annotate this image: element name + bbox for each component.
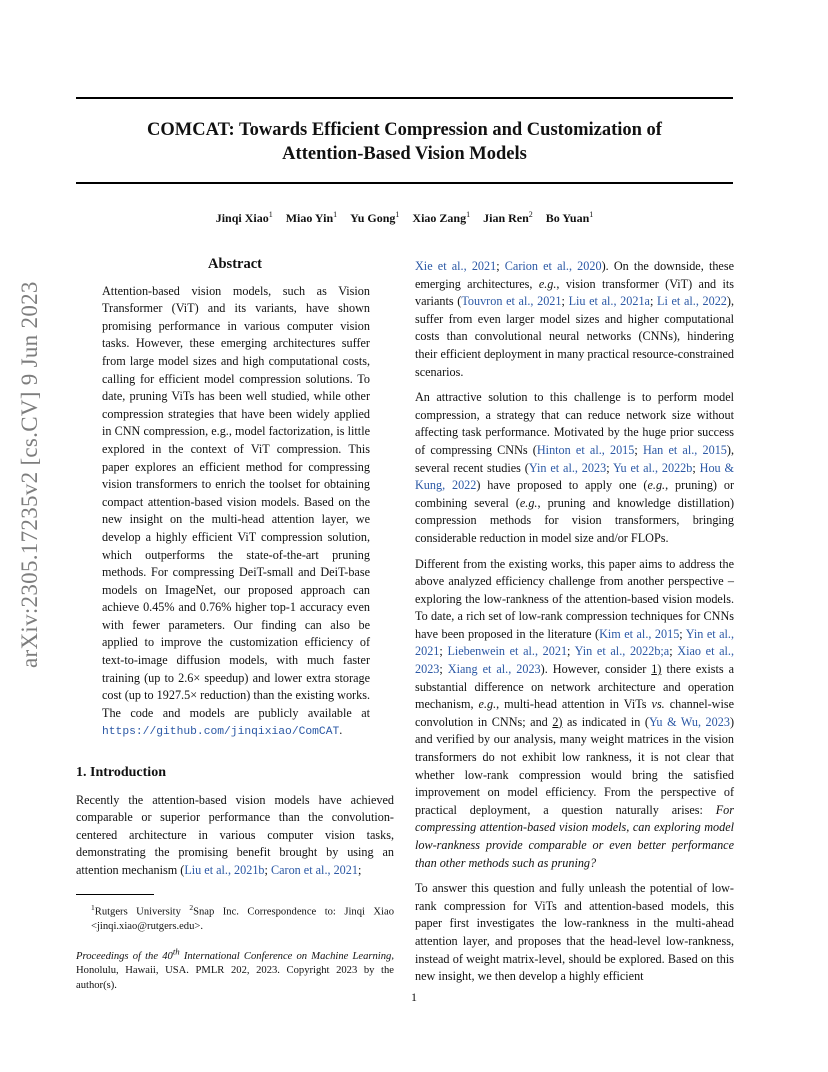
author: Miao Yin$^1$ (285, 210, 338, 225)
citation-link[interactable]: Liu et al., 2021b (184, 863, 265, 877)
title-rule-top (76, 97, 733, 99)
intro-paragraph: Xie et al., 2021; Carion et al., 2020). On the downside, these emerging architectures, e.g., vision transformer (ViT) and its variants (Touvron et al., 2021; Liu et al., 2021a; Li et al., 2022), suffer from even larger model sizes and higher computational costs than convolutional neural networks (CNNs), hindering their efficient deployment in many practical resource-constrained scenarios. (415, 259, 735, 379)
citation-link[interactable]: Kim et al., 2015 (599, 626, 680, 641)
citation-link[interactable]: Yu et al., 2022b (613, 460, 693, 475)
citation-link[interactable]: Caron et al., 2021 (270, 863, 358, 877)
paper-title (76, 118, 733, 166)
citation-link[interactable]: Li et al., 2022 (657, 294, 727, 309)
citation-link[interactable]: Yu & Wu, 2023 (648, 714, 730, 729)
page-number: 1 (411, 990, 417, 1004)
author: Xiao Zang$^1$ (412, 210, 471, 225)
title-line-2: Attention-Based Vision Models (282, 144, 527, 164)
intro-paragraph: To answer this question and fully unleash the potential of low-rank compression for ViTs and attention-based models, this paper first investigates the low-rankness in the multi-ahead attention layer, and proposes that the head-level low-rankness, instead of weight matrix-level, should be explored. Based on this new insight, we then develop a highly efficient (415, 881, 734, 984)
title-line-1: COMCAT: Towards Efficient Compression and Customization of (147, 120, 662, 140)
author: Bo Yuan$^1$ (545, 210, 594, 225)
author: Jinqi Xiao$^1$ (215, 210, 273, 225)
author: Jian Ren$^2$ (483, 210, 533, 225)
citation-link[interactable]: Hinton et al., 2015 (536, 442, 635, 457)
abstract-text: Attention-based vision models, such as Vision Transformer (ViT) and its variants, have shown promising performance in various computer vision tasks. However, these emerging architectures suffer from large model sizes and high computational costs, calling for efficient model compression solutions. To date, pruning ViTs has been well studied, while other compression strategies that have been widely applied in CNN compression, e.g., model factorization, is little explored in the context of ViT compression. This paper explores an efficient method for compressing vision transformers to enrich the toolset for obtaining compact attention-based vision models. Based on the new insight on the multi-head attention layer, we develop a highly efficient ViT compression solution, which outperforms the state-of-the-art pruning methods. For compressing DeiT-small and DeiT-base models on ImageNet, our proposed approach can achieve 0.45% and 0.76% higher top-1 accuracy even with fewer parameters. Our finding can also be applied to improve the customization efficiency of text-to-image diffusion models, with much faster training (up to 2.6× speedup) and lower extra storage cost (up to 1927.5× reduction) than the existing works. The code and models are publicly available at https://github.com/jinqixiao/ComCAT. (102, 283, 370, 739)
citation-link[interactable]: Han et al., 2015 (642, 442, 727, 457)
left-column (76, 256, 394, 993)
right-column (415, 258, 734, 994)
title-rule-bottom (76, 182, 733, 184)
code-url-link[interactable]: https://github.com/jinqixiao/ComCAT (102, 726, 340, 739)
citation-link[interactable]: Xiang et al., 2023 (447, 662, 541, 677)
proceedings-note: Proceedings of the 40th International Conference on Machine Learning, Honolulu, Hawaii, USA. PMLR 202, 2023. Copyright 2023 by the author(s). (76, 946, 394, 991)
citation-link[interactable]: Liu et al., 2021a (568, 294, 650, 309)
citation-link[interactable]: Xie et al., 2021 (415, 259, 497, 273)
citation-link[interactable]: Yin et al., 2022b;a (574, 644, 670, 659)
citation-link[interactable]: Touvron et al., 2021 (461, 294, 562, 309)
section-heading-introduction: 1. Introduction (76, 765, 166, 781)
citation-link[interactable]: Carion et al., 2020 (504, 259, 602, 273)
author-list (76, 210, 733, 226)
affiliation-footnote: $^1$Rutgers University $^2$Snap Inc. Correspondence to: Jinqi Xiao <jinqi.xiao@rutgers.edu>. (91, 902, 394, 932)
intro-paragraph: Different from the existing works, this paper aims to address the above analyzed efficiency challenge from another perspective – exploring the low-rankness of the attention-based vision models. To date, a rich set of low-rank compression techniques for CNNs have been proposed in the literature (Kim et al., 2015; Yin et al., 2021; Liebenwein et al., 2021; Yin et al., 2022b;a; Xiao et al., 2023; Xiang et al., 2023). However, consider 1) there exists a substantial difference on network architecture and operation mechanism, e.g., multi-head attention in ViTs vs. channel-wise convolution in CNNs; and 2) as indicated in (Yu & Wu, 2023) and verified by our analysis, many weight matrices in the vision transformers do not exhibit low rankness, it is not clear that whether low-rank compression would bring the satisfied improvement on model efficiency. From the perspective of practical deployment, a question naturally arises: For compressing attention-based vision models, can exploring model low-rankness provide comparable or even better performance than other methods such as pruning? (415, 556, 735, 870)
arxiv-identifier: arXiv:2305.17235v2 [cs.CV] 9 Jun 2023 (17, 281, 42, 668)
abstract-heading: Abstract (208, 256, 262, 272)
citation-link[interactable]: Xiao et al., 2023 (415, 644, 735, 677)
intro-paragraph: An attractive solution to this challenge is to perform model compression, a strategy that can reduce network size without affecting task performance. Motivated by the huge prior success of compressing CNNs (Hinton et al., 2015; Han et al., 2015), several recent studies (Yin et al., 2023; Yu et al., 2022b; Hou & Kung, 2022) have proposed to apply one (e.g., pruning) or combining several (e.g., pruning and knowledge distillation) compression methods for vision transformers, bringing considerable reduction in model size and/or FLOPs. (415, 390, 735, 545)
author: Yu Gong$^1$ (350, 210, 400, 225)
citation-link[interactable]: Hou & Kung, 2022 (415, 460, 735, 493)
footnote-divider (76, 894, 154, 895)
citation-link[interactable]: Yin et al., 2023 (528, 460, 607, 475)
intro-paragraph: Recently the attention-based vision models have achieved comparable or superior performance than the convolution-centered architecture in various computer vision tasks, demonstrating the promising benefit brought by using an attention mechanism (Liu et al., 2021b; Caron et al., 2021; (76, 792, 394, 877)
citation-link[interactable]: Liebenwein et al., 2021 (447, 644, 568, 659)
citation-link[interactable]: Yin et al., 2021 (415, 626, 735, 659)
